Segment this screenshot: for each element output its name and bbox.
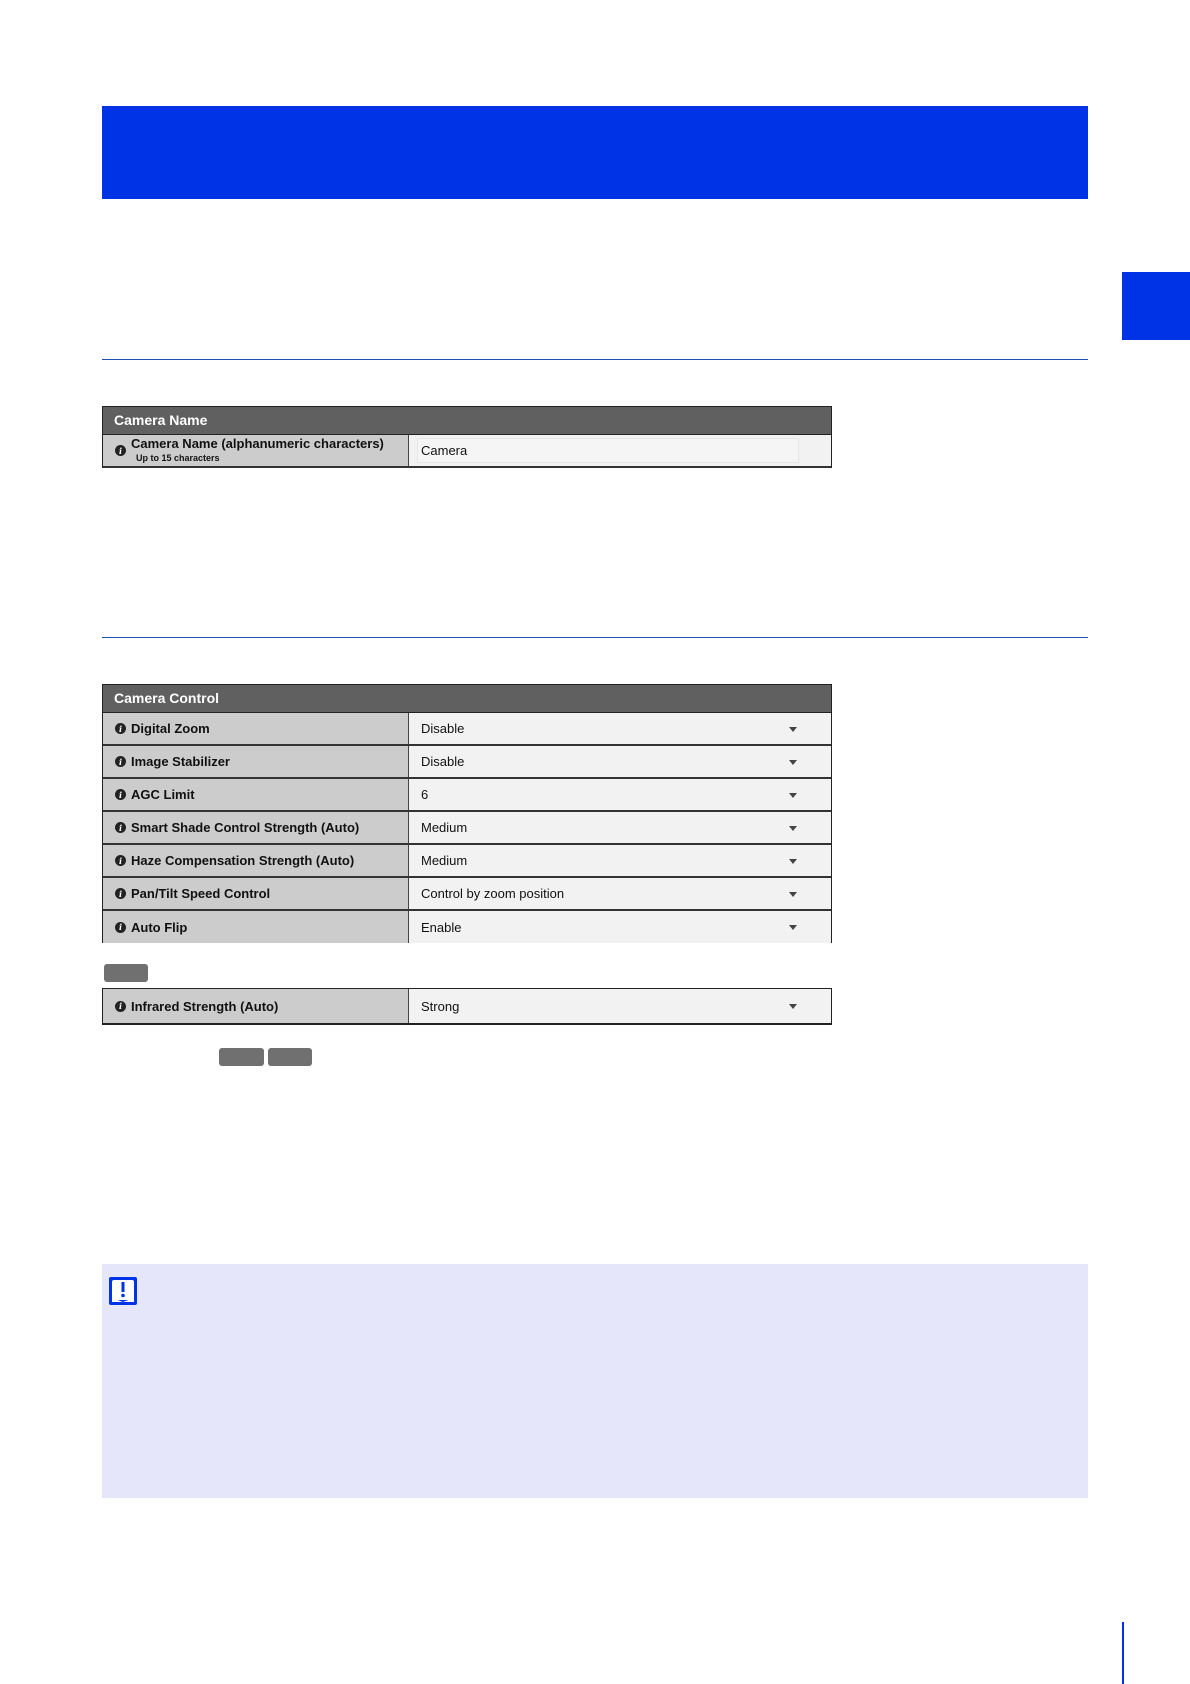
section-divider (102, 359, 1088, 360)
important-icon (108, 1276, 138, 1306)
info-icon[interactable]: i (115, 822, 126, 833)
smart-shade-label: Smart Shade Control Strength (Auto) (131, 820, 360, 835)
pan-tilt-speed-label: Pan/Tilt Speed Control (131, 886, 271, 901)
model-badge (104, 964, 148, 982)
info-icon[interactable]: i (115, 445, 126, 456)
page-margin-line (1122, 1622, 1124, 1684)
agc-limit-select[interactable] (409, 779, 831, 810)
agc-limit-label: AGC Limit (131, 787, 195, 802)
image-stabilizer-select[interactable] (409, 746, 831, 777)
chevron-down-icon[interactable] (789, 727, 797, 732)
auto-flip-select[interactable] (409, 911, 831, 943)
camera-name-hint: Up to 15 characters (136, 452, 220, 463)
model-badge (268, 1048, 312, 1066)
auto-flip-value: Enable (421, 919, 462, 935)
haze-compensation-label: Haze Compensation Strength (Auto) (131, 853, 355, 868)
auto-flip-row (103, 911, 831, 943)
agc-limit-label-cell (103, 779, 409, 810)
digital-zoom-select[interactable] (409, 713, 831, 744)
camera-name-input[interactable] (409, 435, 831, 466)
image-stabilizer-row (103, 746, 831, 779)
camera-name-row (103, 435, 831, 468)
agc-limit-value: 6 (421, 787, 429, 802)
info-icon[interactable]: i (115, 756, 126, 767)
panel-title: Camera Control (103, 685, 831, 713)
info-icon[interactable]: i (115, 723, 126, 734)
digital-zoom-label: Digital Zoom (131, 721, 210, 736)
chevron-down-icon[interactable] (789, 925, 797, 930)
info-icon[interactable]: i (115, 888, 126, 899)
haze-compensation-value: Medium (421, 853, 468, 868)
camera-name-label-cell (103, 435, 409, 466)
smart-shade-value: Medium (421, 820, 468, 835)
infrared-strength-label: Infrared Strength (Auto) (131, 998, 279, 1014)
haze-compensation-select[interactable] (409, 845, 831, 876)
agc-limit-row (103, 779, 831, 812)
chapter-header-bar (102, 106, 1088, 199)
model-badge (219, 1048, 264, 1066)
smart-shade-select[interactable] (409, 812, 831, 843)
pan-tilt-speed-label-cell (103, 878, 409, 909)
digital-zoom-row (103, 713, 831, 746)
camera-name-panel (102, 406, 832, 468)
infrared-strength-label-cell (103, 989, 409, 1023)
chevron-down-icon[interactable] (789, 793, 797, 798)
important-note-box (102, 1264, 1088, 1498)
info-icon[interactable]: i (115, 789, 126, 800)
digital-zoom-value: Disable (421, 721, 465, 736)
info-icon[interactable]: i (115, 922, 126, 933)
chevron-down-icon[interactable] (789, 1004, 797, 1009)
image-stabilizer-value: Disable (421, 754, 465, 769)
info-icon[interactable]: i (115, 855, 126, 866)
panel-title: Camera Name (103, 407, 831, 435)
chevron-down-icon[interactable] (789, 760, 797, 765)
pan-tilt-speed-row (103, 878, 831, 911)
chapter-side-tab (1122, 272, 1190, 340)
camera-control-panel (102, 684, 832, 943)
digital-zoom-label-cell (103, 713, 409, 744)
pan-tilt-speed-select[interactable] (409, 878, 831, 909)
image-stabilizer-label-cell (103, 746, 409, 777)
camera-name-value: Camera (421, 443, 468, 458)
pan-tilt-speed-value: Control by zoom position (421, 886, 565, 901)
haze-compensation-row (103, 845, 831, 878)
info-icon[interactable]: i (115, 1001, 126, 1012)
infrared-panel (102, 988, 832, 1025)
chevron-down-icon[interactable] (789, 892, 797, 897)
section-divider (102, 637, 1088, 638)
camera-name-input-box[interactable] (417, 438, 799, 463)
haze-compensation-label-cell (103, 845, 409, 876)
smart-shade-row (103, 812, 831, 845)
image-stabilizer-label: Image Stabilizer (131, 754, 230, 769)
infrared-strength-row (103, 989, 831, 1023)
chevron-down-icon[interactable] (789, 859, 797, 864)
infrared-strength-value: Strong (421, 998, 460, 1014)
camera-name-label: Camera Name (alphanumeric characters) (131, 435, 384, 451)
infrared-strength-select[interactable] (409, 989, 831, 1023)
chevron-down-icon[interactable] (789, 826, 797, 831)
smart-shade-label-cell (103, 812, 409, 843)
auto-flip-label-cell (103, 911, 409, 943)
auto-flip-label: Auto Flip (131, 919, 188, 935)
